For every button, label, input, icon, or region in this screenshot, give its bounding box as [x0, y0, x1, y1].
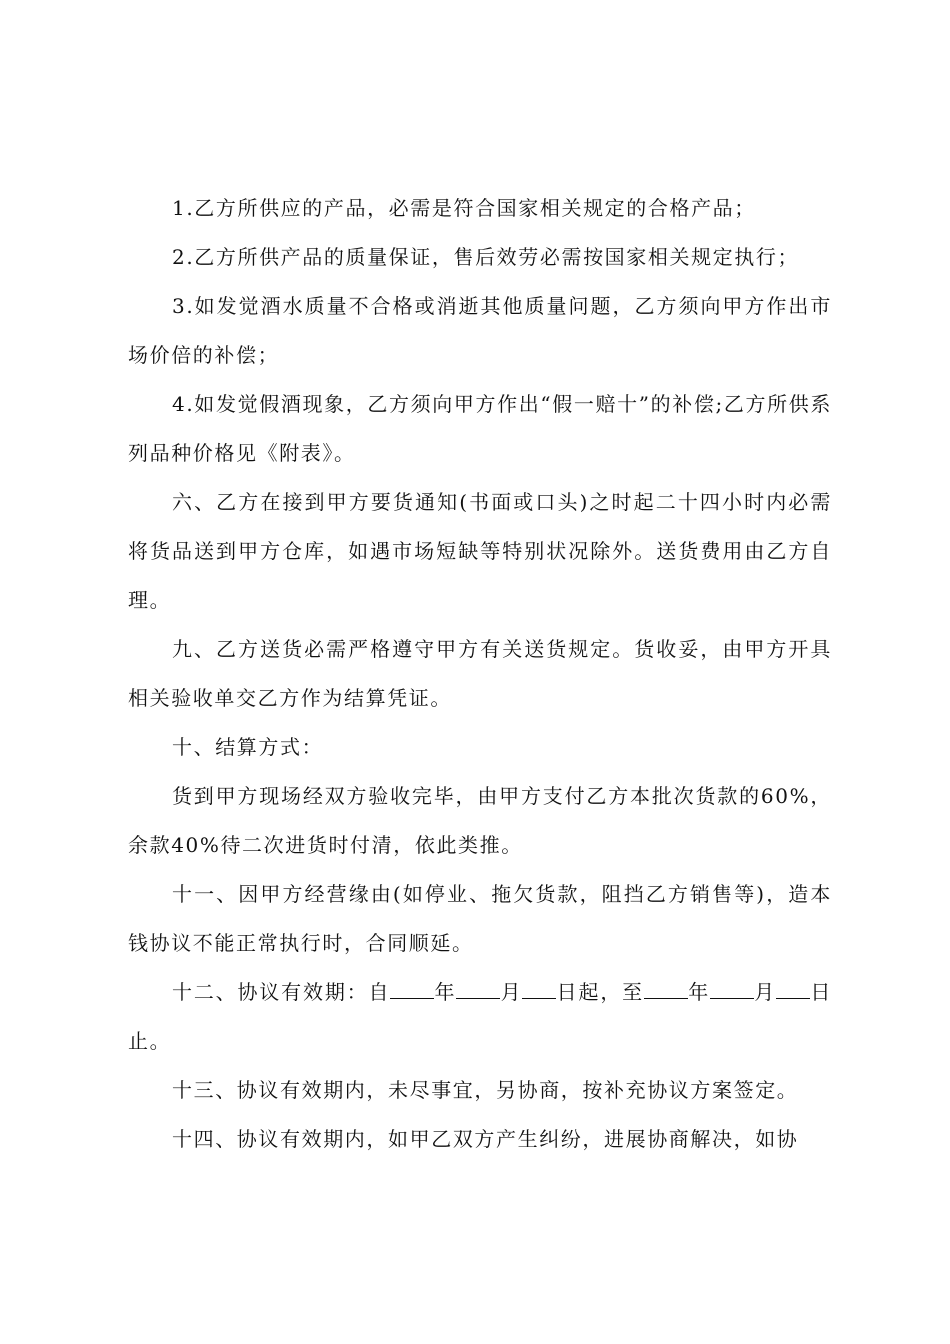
- start-month-blank: [456, 978, 500, 999]
- end-day-blank: [776, 978, 810, 999]
- end-year-blank: [644, 978, 688, 999]
- start-year-blank: [390, 978, 434, 999]
- clause-1-product-quality: 1.乙方所供应的产品，必需是符合国家相关规定的合格产品；: [172, 196, 756, 220]
- clause-2-quality-guarantee: 2.乙方所供产品的质量保证，售后效劳必需按国家相关规定执行；: [172, 245, 800, 269]
- validity-day-end-label: 日止。: [128, 980, 832, 1053]
- clause-11-business-reasons: 十一、因甲方经营缘由(如停业、拖欠货款，阻挡乙方销售等)，造本钱协议不能正常执行时，合同顺延。: [128, 882, 832, 955]
- end-month-blank: [710, 978, 754, 999]
- clause-6-delivery-notice: 六、乙方在接到甲方要货通知(书面或口头)之时起二十四小时内必需将货品送到甲方仓库，如遇市场短缺等特别状况除外。送货费用由乙方自理。: [128, 490, 832, 612]
- validity-month-label: 月: [500, 980, 523, 1004]
- validity-year-label: 年: [434, 980, 457, 1004]
- clause-3-quality-compensation: 3.如发觉酒水质量不合格或消逝其他质量问题，乙方须向甲方作出市场价倍的补偿；: [128, 294, 832, 367]
- settlement-terms: 货到甲方现场经双方验收完毕，由甲方支付乙方本批次货款的60%，余款40%待二次进货时付清，依此类推。: [128, 784, 832, 857]
- clause-14-disputes: 十四、协议有效期内，如甲乙双方产生纠纷，进展协商解决，如协: [172, 1127, 799, 1151]
- validity-end-year-label: 年: [688, 980, 711, 1004]
- validity-end-month-label: 月: [754, 980, 777, 1004]
- validity-day-start-label: 日起，至: [556, 980, 644, 1004]
- start-day-blank: [522, 978, 556, 999]
- clause-4-counterfeit-compensation: 4.如发觉假酒现象，乙方须向甲方作出“假一赔十”的补偿;乙方所供系列品种价格见《附表》。: [128, 392, 832, 465]
- clause-9-delivery-rules: 九、乙方送货必需严格遵守甲方有关送货规定。货收妥，由甲方开具相关验收单交乙方作为结算凭证。: [128, 637, 832, 710]
- validity-prefix: 十二、协议有效期：自: [172, 980, 391, 1004]
- clause-12-validity-period: [128, 968, 832, 1066]
- clause-10-settlement-heading: 十、结算方式：: [172, 735, 324, 759]
- clause-13-supplementary: 十三、协议有效期内，未尽事宜，另协商，按补充协议方案签定。: [172, 1078, 799, 1102]
